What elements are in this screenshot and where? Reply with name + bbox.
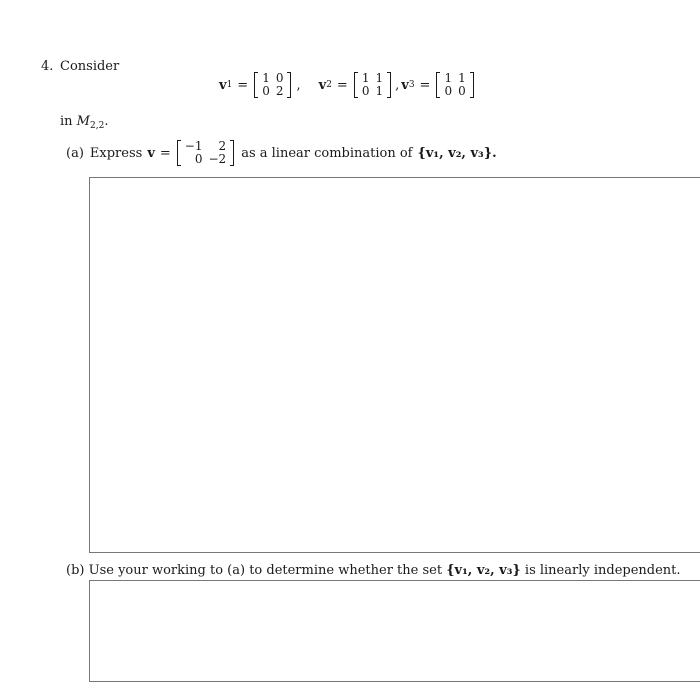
part-a-text-after: as a linear combination of xyxy=(241,145,413,161)
v3-label: v xyxy=(401,77,409,93)
part-a-equals: = xyxy=(159,145,171,161)
space-name: M xyxy=(76,114,90,129)
v1-separator: , xyxy=(296,77,301,93)
part-b-text-before: Use your working to (a) to determine whether the set xyxy=(88,563,443,578)
vector-v3 xyxy=(401,72,474,98)
part-a-text-before: Express xyxy=(89,145,143,161)
vector-definitions xyxy=(219,72,475,98)
space-prefix: in xyxy=(60,114,73,129)
vector-v2 xyxy=(319,72,402,98)
part-a-prompt xyxy=(66,140,497,166)
v3-equals: = xyxy=(419,77,431,93)
part-a-vector-label: v xyxy=(147,145,155,161)
v2-index: 2 xyxy=(326,80,332,90)
v1-label: v xyxy=(219,77,227,93)
vector-space-line xyxy=(60,114,108,131)
v2-label: v xyxy=(318,77,327,93)
part-a-answer-box[interactable] xyxy=(89,177,700,553)
v1-matrix: 1 0 0 2 xyxy=(254,72,291,98)
question-intro: Consider xyxy=(60,59,120,74)
question-number: 4. xyxy=(41,59,54,74)
vector-v1 xyxy=(219,72,319,98)
part-a-matrix: −1 2 0 −2 xyxy=(177,140,234,166)
part-a-label: (a) xyxy=(66,145,84,161)
part-b-label: (b) xyxy=(66,563,85,578)
v3-matrix: 1 1 0 0 xyxy=(436,72,473,98)
v2-separator: , xyxy=(395,77,400,93)
space-suffix: . xyxy=(104,114,109,129)
part-b-prompt xyxy=(66,563,681,578)
v2-matrix: 1 1 0 1 xyxy=(354,72,391,98)
part-b-answer-box[interactable] xyxy=(89,580,700,682)
v2-equals: = xyxy=(336,77,348,93)
space-subscript: 2,2 xyxy=(89,121,105,131)
v1-index: 1 xyxy=(226,80,233,90)
v1-equals: = xyxy=(237,77,249,93)
part-b-set: {v₁, v₂, v₃} xyxy=(446,563,521,578)
part-b-text-after: is linearly independent. xyxy=(524,563,681,578)
v3-index: 3 xyxy=(408,80,415,90)
part-a-set: {v₁, v₂, v₃}. xyxy=(417,145,497,161)
